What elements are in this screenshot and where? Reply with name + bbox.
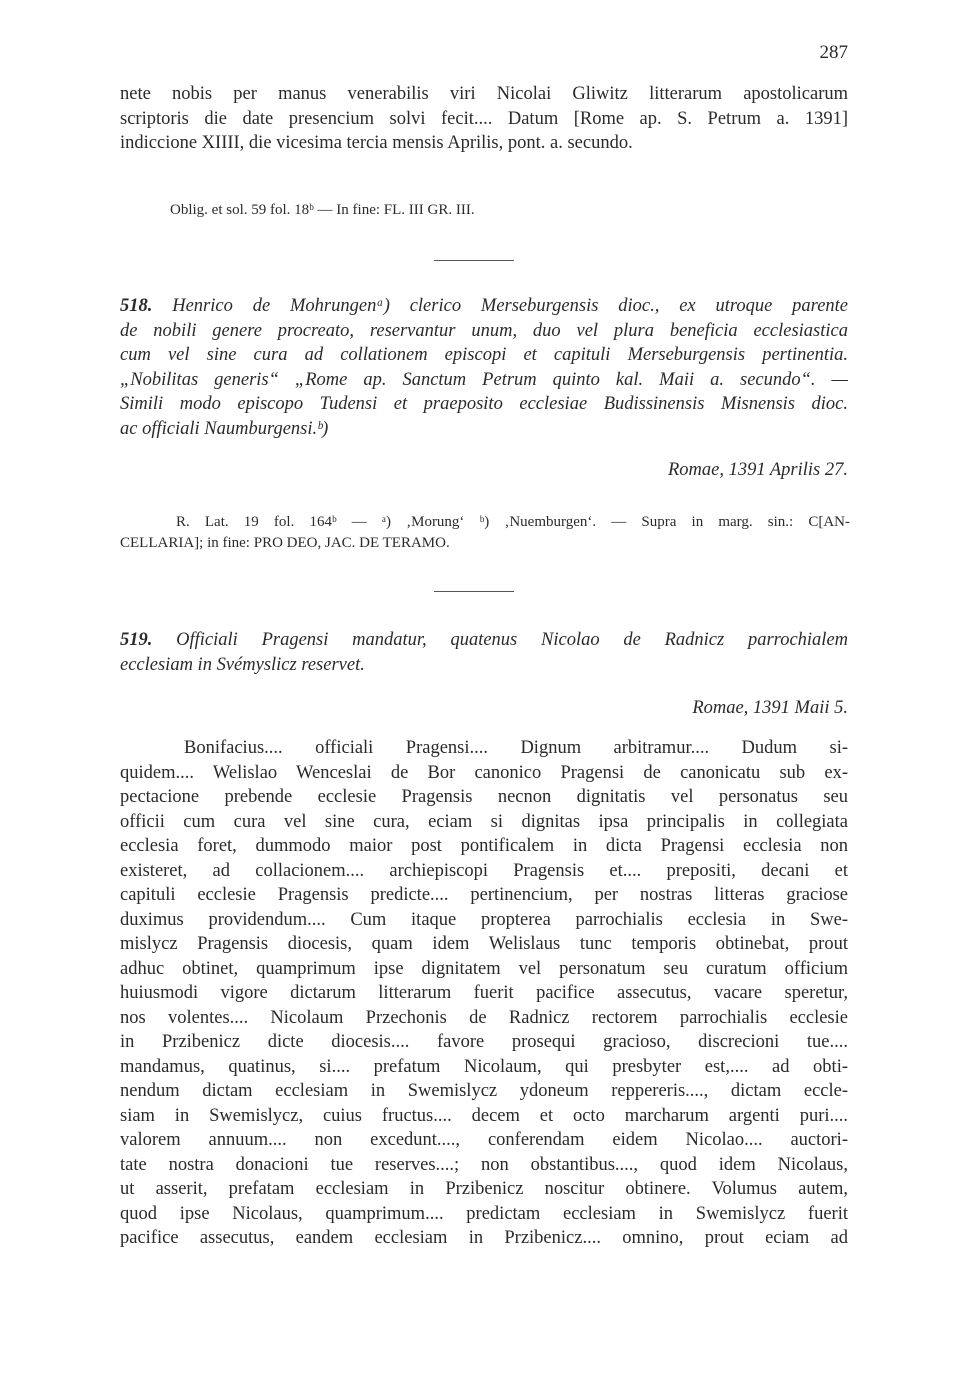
text-line: de nobili genere procreato, reservantur unum, duo vel plura beneficia ecclesiastica	[120, 320, 848, 341]
text-line: pacifice assecutus, eandem ecclesiam in Przibenicz.... omnino, prout eciam ad	[120, 1228, 848, 1248]
text-line: nendum dictam ecclesiam in Swemislycz ydoneum reppereris...., dictam eccle-	[120, 1081, 848, 1101]
text-line: ac officiali Naumburgensi.ᵇ)	[120, 418, 329, 439]
text-line: existeret, ad collacionem.... archiepiscopi Pragensis et.... prepositi, decani et	[120, 860, 848, 881]
text-line: quod ipse Nicolaus, quamprimum.... predictam ecclesiam in Swemislycz fuerit	[120, 1203, 848, 1224]
entry-first-line: Henrico de Mohrungenᵃ) clerico Merseburgensis dioc., ex utroque parente	[172, 296, 849, 316]
text-line: mandamus, quatinus, si.... prefatum Nicolaum, qui presbyter est,.... ad obti-	[120, 1056, 848, 1077]
text-line	[120, 628, 848, 653]
entry-518-regest	[120, 294, 848, 441]
entry-number: 518.	[120, 296, 153, 316]
section-divider	[434, 260, 514, 261]
text-line: huiusmodi vigore dictarum litterarum fuerit pacifice assecutus, vacare speretur,	[120, 983, 848, 1003]
text-line: cum vel sine cura ad collationem episcopi et capituli Merseburgensis pertinentia.	[120, 345, 848, 365]
section-divider	[434, 591, 514, 592]
text-line: capituli ecclesie Pragensis predicte.... pertinencium, per nostras litteras graciose	[120, 885, 848, 905]
text-line: ecclesiam in Svémyslicz reservet.	[120, 654, 365, 675]
entry-519-date: Romae, 1391 Maii 5.	[692, 698, 848, 718]
text-line: adhuc obtinet, quamprimum ipse dignitatem vel personatum seu curatum officium	[120, 958, 848, 979]
text-line: nos volentes.... Nicolaum Przechonis de Radnicz rectorem parrochialis ecclesie	[120, 1007, 848, 1028]
intro-paragraph	[120, 82, 848, 156]
entry-number: 519.	[120, 630, 153, 650]
page-number: 287	[819, 42, 848, 63]
text-line: ut asserit, prefatam ecclesiam in Przibenicz noscitur obtinere. Volumus autem,	[120, 1179, 848, 1199]
entry-519-body	[120, 736, 848, 1251]
text-line: nete nobis per manus venerabilis viri Nicolai Gliwitz litterarum apostolicarum	[120, 84, 848, 104]
entry-title-line: Officiali Pragensi mandatur, quatenus Nicolao de Radnicz parrochialem	[176, 630, 849, 650]
text-line	[120, 294, 848, 319]
text-line: valorem annuum.... non excedunt...., conferendam eidem Nicolao.... auctori-	[120, 1130, 848, 1150]
note-line: R. Lat. 19 fol. 164ᵇ — ᵃ) ‚Morung‘ ᵇ) ‚Nuemburgen‘. — Supra in marg. sin.: C[AN-	[176, 514, 850, 530]
text-line: quidem.... Welislao Wenceslai de Bor canonico Pragensi de canonicatu sub ex-	[120, 762, 848, 783]
text-line: pectacione prebende ecclesie Pragensis necnon dignitatis vel personatus seu	[120, 787, 848, 807]
intro-footnote: Oblig. et sol. 59 fol. 18ᵇ — In fine: FL. III GR. III.	[170, 202, 475, 218]
text-line: indiccione XIIII, die vicesima tercia mensis Aprilis, pont. a. secundo.	[120, 133, 633, 153]
text-line: officii cum cura vel sine cura, eciam si dignitas ipsa principalis in collegiata	[120, 811, 848, 832]
text-line: siam in Swemislycz, cuius fructus.... decem et octo marcharum argenti puri....	[120, 1105, 848, 1126]
text-line: in Przibenicz dicte diocesis.... favore prosequi gracioso, discrecioni tue....	[120, 1032, 848, 1052]
text-line: Bonifacius.... officiali Pragensi.... Dignum arbitramur.... Dudum si-	[184, 738, 848, 758]
entry-518-footnote	[120, 512, 850, 554]
text-line: mislycz Pragensis diocesis, quam idem Welislaus tunc temporis obtinebat, prout	[120, 934, 848, 954]
entry-518-date: Romae, 1391 Aprilis 27.	[667, 460, 848, 480]
text-line: scriptoris die date presencium solvi fecit.... Datum [Rome ap. S. Petrum a. 1391]	[120, 108, 848, 129]
text-line: duximus providendum.... Cum itaque propterea parrochialis ecclesia in Swe-	[120, 909, 848, 930]
note-line: CELLARIA]; in fine: PRO DEO, JAC. DE TERAMO.	[120, 535, 450, 551]
text-line: ecclesia foret, dummodo maior post pontificalem in dicta Pragensi ecclesia non	[120, 836, 848, 856]
text-line: tate nostra donacioni tue reserves....; non obstantibus...., quod idem Nicolaus,	[120, 1154, 848, 1175]
entry-519-regest	[120, 628, 848, 677]
text-line: Simili modo episcopo Tudensi et praeposito ecclesiae Budissinensis Misnensis dioc.	[120, 394, 848, 414]
text-line: „Nobilitas generis“ „Rome ap. Sanctum Petrum quinto kal. Maii a. secundo“. —	[120, 369, 848, 390]
